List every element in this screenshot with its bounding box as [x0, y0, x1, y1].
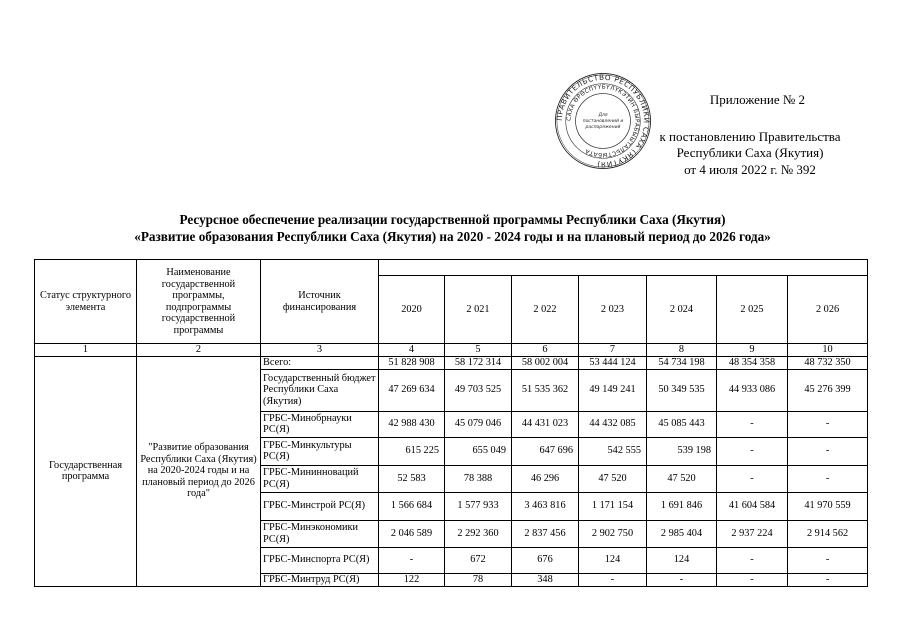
value-cell: 676	[512, 547, 579, 573]
column-number: 9	[717, 344, 788, 357]
value-cell: 48 354 358	[717, 356, 788, 369]
appendix-line-3: от 4 июля 2022 г. № 392	[684, 161, 816, 177]
column-number: 6	[512, 344, 579, 357]
header-year: 2 023	[579, 276, 647, 344]
source-cell: Государственный бюджет Республики Саха (Якутия)	[261, 369, 379, 411]
resource-table	[34, 259, 868, 587]
value-cell: 46 296	[512, 465, 579, 492]
value-cell: 3 463 816	[512, 492, 579, 520]
value-cell: 2 046 589	[379, 520, 445, 547]
value-cell: 2 292 360	[445, 520, 512, 547]
header-year: 2020	[379, 276, 445, 344]
value-cell: -	[717, 465, 788, 492]
table-column-numbers-row	[35, 344, 868, 357]
value-cell: 44 432 085	[579, 411, 647, 437]
value-cell: -	[717, 573, 788, 586]
header-years-group	[379, 260, 868, 276]
value-cell: 647 696	[512, 437, 579, 465]
status-cell: Государственная программа	[35, 356, 137, 586]
value-cell: -	[788, 573, 868, 586]
value-cell: 655 049	[445, 437, 512, 465]
value-cell: 48 732 350	[788, 356, 868, 369]
value-cell: 78 388	[445, 465, 512, 492]
table-row	[35, 356, 868, 369]
svg-text:Для: Для	[598, 113, 608, 119]
value-cell: 45 085 443	[647, 411, 717, 437]
appendix-line-1: к постановлению Правительства	[659, 128, 841, 144]
svg-text:ПРАВИТЕЛЬСТВО РЕСПУБЛИКИ САХА: ПРАВИТЕЛЬСТВО РЕСПУБЛИКИ САХА (ЯКУТИЯ)	[554, 72, 652, 170]
value-cell: 348	[512, 573, 579, 586]
table-header-row	[35, 260, 868, 276]
value-cell: 78	[445, 573, 512, 586]
source-cell: ГРБС-Минкультуры РС(Я)	[261, 437, 379, 465]
value-cell: 53 444 124	[579, 356, 647, 369]
value-cell: 45 276 399	[788, 369, 868, 411]
column-number: 3	[261, 344, 379, 357]
value-cell: 542 555	[579, 437, 647, 465]
svg-text:постановлений и: постановлений и	[582, 118, 624, 124]
value-cell: 50 349 535	[647, 369, 717, 411]
document-title-line-1: Ресурсное обеспечение реализации государственной программы Республики Саха (Якутия)	[179, 212, 726, 227]
value-cell: 1 691 846	[647, 492, 717, 520]
value-cell: 45 079 046	[445, 411, 512, 437]
value-cell: 2 985 404	[647, 520, 717, 547]
value-cell: 47 520	[579, 465, 647, 492]
value-cell: 51 535 362	[512, 369, 579, 411]
value-cell: 49 703 525	[445, 369, 512, 411]
column-number: 8	[647, 344, 717, 357]
value-cell: 47 520	[647, 465, 717, 492]
header-year: 2 022	[512, 276, 579, 344]
source-cell: ГРБС-Минобрнауки РС(Я)	[261, 411, 379, 437]
value-cell: -	[717, 547, 788, 573]
value-cell: 1 577 933	[445, 492, 512, 520]
value-cell: 672	[445, 547, 512, 573]
value-cell: 124	[579, 547, 647, 573]
value-cell: 58 172 314	[445, 356, 512, 369]
header-status: Статус структурного элемента	[35, 260, 137, 344]
program-name-cell: "Развитие образования Республики Саха (Якутия) на 2020-2024 годы и на плановый период до 2026 года"	[137, 356, 261, 586]
value-cell: 51 828 908	[379, 356, 445, 369]
value-cell: 44 933 086	[717, 369, 788, 411]
column-number: 1	[35, 344, 137, 357]
value-cell: 2 937 224	[717, 520, 788, 547]
document-title-line-2: «Развитие образования Республики Саха (Якутия) на 2020 - 2024 годы и на плановый период до 2026 года»	[134, 229, 771, 244]
value-cell: 124	[647, 547, 717, 573]
source-cell: ГРБС-Минстрой РС(Я)	[261, 492, 379, 520]
column-number: 2	[137, 344, 261, 357]
value-cell: 122	[379, 573, 445, 586]
source-cell: ГРБС-Минтруд РС(Я)	[261, 573, 379, 586]
source-cell: ГРБС-Мининноваций РС(Я)	[261, 465, 379, 492]
value-cell: 539 198	[647, 437, 717, 465]
value-cell: -	[647, 573, 717, 586]
value-cell: 54 734 198	[647, 356, 717, 369]
column-number: 10	[788, 344, 868, 357]
value-cell: -	[788, 411, 868, 437]
source-cell: ГРБС-Минэкономики РС(Я)	[261, 520, 379, 547]
source-cell: Всего:	[261, 356, 379, 369]
header-source: Источник финансирования	[261, 260, 379, 344]
value-cell: 1 566 684	[379, 492, 445, 520]
column-number: 7	[579, 344, 647, 357]
header-year: 2 021	[445, 276, 512, 344]
document-title	[0, 211, 905, 245]
value-cell: 42 988 430	[379, 411, 445, 437]
value-cell: 58 002 004	[512, 356, 579, 369]
value-cell: -	[579, 573, 647, 586]
header-year: 2 025	[717, 276, 788, 344]
value-cell: -	[788, 547, 868, 573]
value-cell: -	[717, 411, 788, 437]
header-name: Наименование государственной программы, подпрограммы государственной программы	[137, 260, 261, 344]
value-cell: 2 914 562	[788, 520, 868, 547]
svg-text:САХА ӨРӨСПҮҮБҮЛҮКЭТИН БЫРАБЫЫТ: САХА ӨРӨСПҮҮБҮЛҮКЭТИН БЫРАБЫЫТАЛЬСТЫБАТА	[566, 84, 640, 158]
appendix-header	[600, 92, 900, 178]
value-cell: -	[788, 437, 868, 465]
source-cell: ГРБС-Минспорта РС(Я)	[261, 547, 379, 573]
value-cell: 2 902 750	[579, 520, 647, 547]
value-cell: 47 269 634	[379, 369, 445, 411]
svg-text:распоряжений: распоряжений	[585, 124, 621, 130]
value-cell: -	[788, 465, 868, 492]
header-year: 2 026	[788, 276, 868, 344]
value-cell: 2 837 456	[512, 520, 579, 547]
value-cell: 41 970 559	[788, 492, 868, 520]
value-cell: -	[717, 437, 788, 465]
appendix-line-2: Республики Саха (Якутия)	[676, 145, 824, 160]
value-cell: 52 583	[379, 465, 445, 492]
value-cell: -	[379, 547, 445, 573]
value-cell: 44 431 023	[512, 411, 579, 437]
header-year: 2 024	[647, 276, 717, 344]
value-cell: 615 225	[379, 437, 445, 465]
value-cell: 49 149 241	[579, 369, 647, 411]
value-cell: 1 171 154	[579, 492, 647, 520]
column-number: 4	[379, 344, 445, 357]
column-number: 5	[445, 344, 512, 357]
value-cell: 41 604 584	[717, 492, 788, 520]
appendix-title: Приложение № 2	[709, 92, 805, 107]
